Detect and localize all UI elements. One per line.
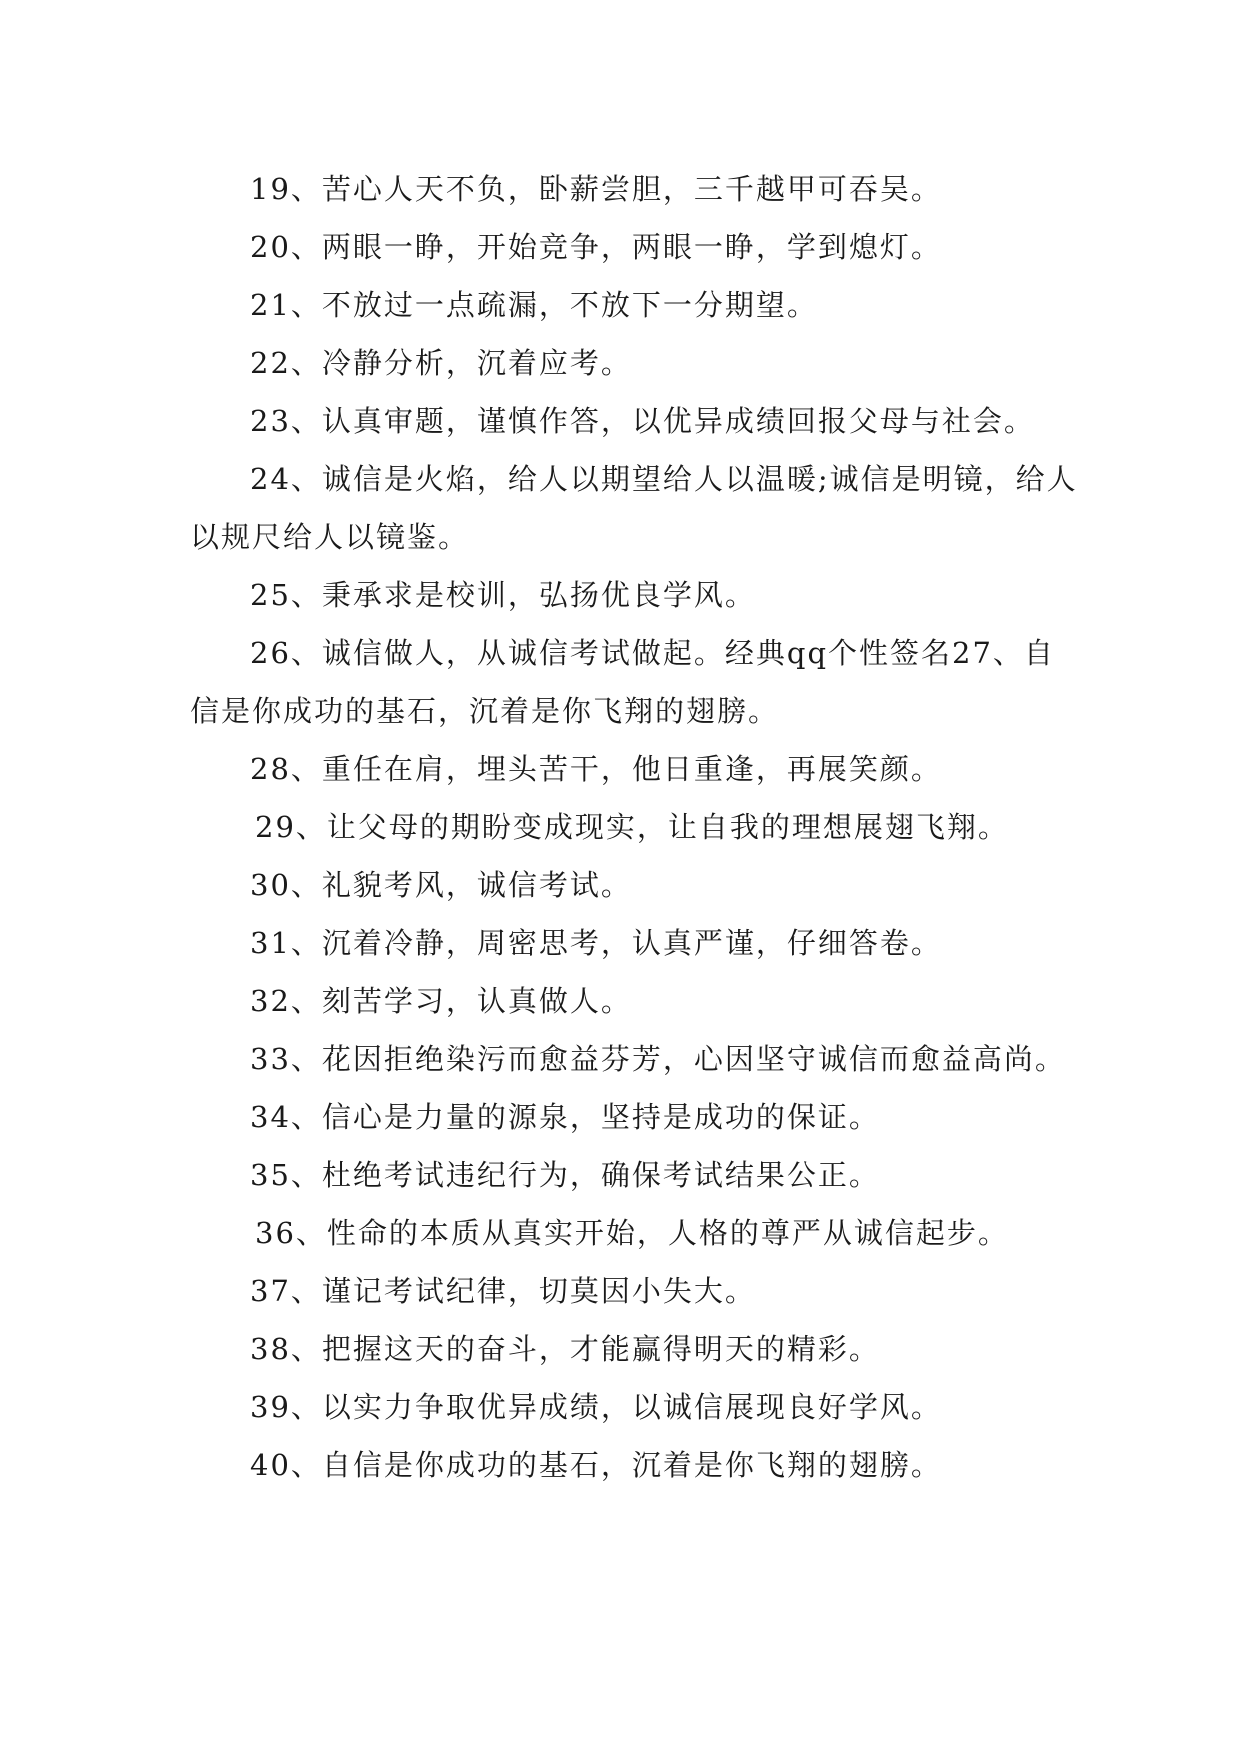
paragraph-40: 40、自信是你成功的基石，沉着是你飞翔的翅膀。: [250, 1448, 942, 1482]
paragraph-24: 24、诚信是火焰，给人以期望给人以温暖;诚信是明镜，给人以规尺给人以镜鉴。: [190, 462, 1078, 554]
paragraph-34: 34、信心是力量的源泉，坚持是成功的保证。: [250, 1100, 880, 1134]
paragraph-20: 20、两眼一睁，开始竞争，两眼一睁，学到熄灯。: [250, 230, 942, 264]
paragraph-26: 26、诚信做人，从诚信考试做起。经典qq个性签名27、自信是你成功的基石，沉着是你飞翔的翅膀。: [190, 636, 1055, 728]
paragraph-32: 32、刻苦学习，认真做人。: [250, 984, 632, 1018]
paragraph-35: 35、杜绝考试违纪行为，确保考试结果公正。: [250, 1158, 880, 1192]
paragraph-23: 23、认真审题，谨慎作答，以优异成绩回报父母与社会。: [250, 404, 1035, 438]
paragraph-25: 25、秉承求是校训，弘扬优良学风。: [250, 578, 756, 612]
paragraph-28: 28、重任在肩，埋头苦干，他日重逢，再展笑颜。: [250, 752, 942, 786]
paragraph-21: 21、不放过一点疏漏，不放下一分期望。: [250, 288, 818, 322]
paragraph-22: 22、冷静分析，沉着应考。: [250, 346, 632, 380]
document-body: [190, 160, 1080, 1494]
paragraph-33: 33、花因拒绝染污而愈益芬芳，心因坚守诚信而愈益高尚。: [250, 1042, 1066, 1076]
paragraph-38: 38、把握这天的奋斗，才能赢得明天的精彩。: [250, 1332, 880, 1366]
paragraph-37: 37、谨记考试纪律，切莫因小失大。: [250, 1274, 756, 1308]
paragraph-31: 31、沉着冷静，周密思考，认真严谨，仔细答卷。: [250, 926, 942, 960]
paragraph-39: 39、以实力争取优异成绩，以诚信展现良好学风。: [250, 1390, 942, 1424]
paragraph-30: 30、礼貌考风，诚信考试。: [250, 868, 632, 902]
paragraph-19: 19、苦心人天不负，卧薪尝胆，三千越甲可吞吴。: [250, 172, 942, 206]
paragraph-36: 36、性命的本质从真实开始，人格的尊严从诚信起步。: [255, 1216, 1009, 1250]
paragraph-29: 29、让父母的期盼变成现实，让自我的理想展翅飞翔。: [255, 810, 1009, 844]
